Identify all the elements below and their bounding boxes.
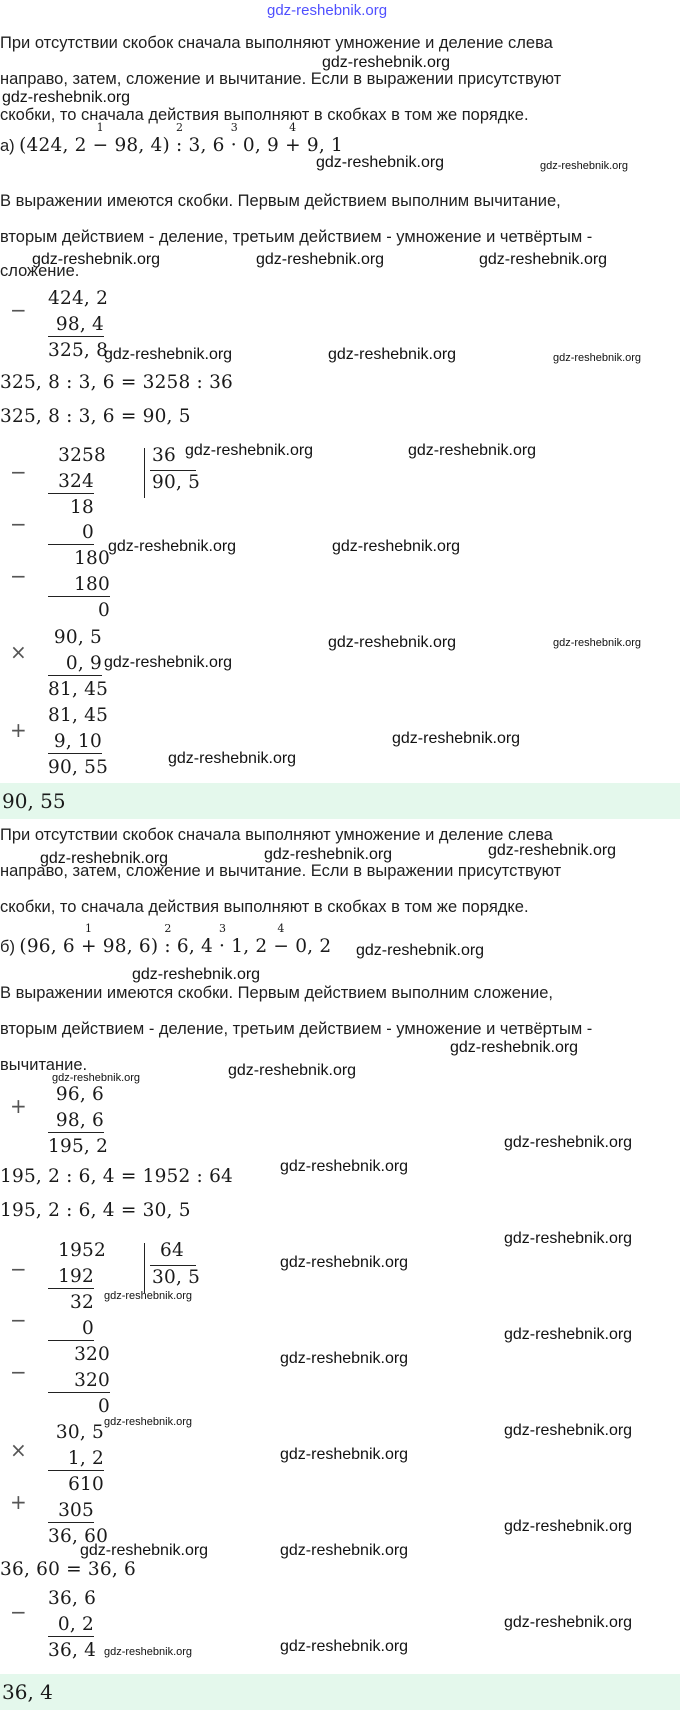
plus-sign: +	[10, 1094, 27, 1118]
expr-part: 6, 4	[170, 936, 220, 957]
watermark: gdz-reshebnik.org	[392, 730, 521, 747]
watermark: gdz-reshebnik.org	[504, 1614, 633, 1631]
expr-operator: + 4	[285, 121, 301, 156]
expr-operator: : 2	[164, 922, 172, 957]
step-number: 1	[84, 922, 93, 935]
watermark: gdz-reshebnik.org	[264, 846, 393, 863]
intro-line-2: направо, затем, сложение и вычитание. Если в выражении присутствуют	[0, 862, 562, 880]
operand-1: 96, 6	[55, 1084, 104, 1105]
answer-band	[0, 1674, 680, 1710]
watermark: gdz-reshebnik.org	[280, 1446, 409, 1463]
times-sign: ×	[10, 1438, 27, 1462]
plus-sign: +	[10, 718, 27, 742]
watermark: gdz-reshebnik.org	[408, 442, 537, 459]
expr-operator: − 1	[92, 121, 109, 156]
step-number: 1	[96, 121, 104, 134]
step-number: 2	[164, 922, 172, 935]
expr-operator: + 1	[80, 922, 97, 957]
explain-line-2: вторым действием - деление, третьим действием - умножение и четвёртым -	[0, 1020, 593, 1038]
partial-product: 305	[48, 1500, 94, 1523]
division-step: 32	[70, 1292, 94, 1313]
equation-2: 325, 8 : 3, 6 = 90, 5	[0, 406, 191, 427]
watermark: gdz-reshebnik.org	[488, 842, 617, 859]
expr-part: 98, 6)	[96, 936, 165, 957]
expr-part: 0, 9	[236, 135, 286, 156]
expr-part: 3, 6	[182, 135, 231, 156]
watermark: gdz-reshebnik.org	[450, 1039, 579, 1056]
watermark: gdz-reshebnik.org	[356, 942, 485, 959]
expr-part: (424, 2	[19, 135, 93, 156]
minus-sign: −	[10, 298, 27, 322]
watermark: gdz-reshebnik.org	[280, 1158, 409, 1175]
operand-2: 1, 2	[48, 1448, 104, 1471]
quotient: 90, 5	[152, 472, 201, 493]
minus-sign: −	[10, 512, 27, 536]
operand-2: 98, 6	[48, 1110, 104, 1133]
expr-part: 9, 1	[300, 135, 343, 156]
watermark: gdz-reshebnik.org	[104, 1416, 193, 1428]
watermark: gdz-reshebnik.org	[504, 1230, 633, 1247]
result: 195, 2	[48, 1136, 109, 1157]
watermark: gdz-reshebnik.org	[280, 1638, 409, 1655]
dividend: 1952	[58, 1240, 106, 1261]
division-step: 192	[48, 1266, 94, 1289]
expr-operator: : 2	[176, 121, 184, 156]
watermark: gdz-reshebnik.org	[228, 1062, 357, 1079]
watermark: gdz-reshebnik.org	[108, 538, 237, 555]
result: 90, 55	[48, 757, 109, 778]
watermark: gdz-reshebnik.org	[316, 154, 445, 171]
dividend: 3258	[58, 445, 106, 466]
expression-b	[0, 922, 332, 957]
step-number: 3	[230, 121, 238, 134]
explain-line-3: сложение.	[0, 262, 80, 280]
watermark: gdz-reshebnik.org	[504, 1134, 633, 1151]
operand-1: 81, 45	[48, 705, 109, 726]
answer: 36, 4	[2, 1680, 53, 1704]
equation-3: 36, 60 = 36, 6	[0, 1559, 136, 1580]
expr-operator: − 4	[273, 922, 290, 957]
minus-sign: −	[10, 1308, 27, 1332]
intro-line-2: направо, затем, сложение и вычитание. Если в выражении присутствуют	[0, 70, 562, 88]
expression-a	[0, 121, 343, 156]
times-sign: ×	[10, 640, 27, 664]
minus-sign: −	[10, 564, 27, 588]
result: 36, 60	[48, 1526, 109, 1547]
expr-part: 0, 2	[289, 936, 332, 957]
expression-label: а)	[0, 137, 15, 155]
division-step: 324	[48, 471, 94, 494]
minus-sign: −	[10, 1257, 27, 1281]
watermark: gdz-reshebnik.org	[256, 251, 385, 268]
watermark: gdz-reshebnik.org	[132, 966, 261, 983]
equation-2: 195, 2 : 6, 4 = 30, 5	[0, 1200, 191, 1221]
intro-line-3: скобки, то сначала действия выполняют в скобках в том же порядке.	[0, 106, 529, 124]
watermark: gdz-reshebnik.org	[553, 637, 642, 649]
watermark: gdz-reshebnik.org	[280, 1350, 409, 1367]
operand-2: 98, 4	[48, 314, 104, 337]
watermark: gdz-reshebnik.org	[553, 352, 642, 364]
division-step: 0	[98, 600, 110, 621]
watermark: gdz-reshebnik.org	[80, 1542, 209, 1559]
watermark: gdz-reshebnik.org	[322, 54, 451, 71]
step-number: 3	[219, 922, 227, 935]
watermark: gdz-reshebnik.org	[504, 1326, 633, 1343]
watermark: gdz-reshebnik.org	[328, 346, 457, 363]
operand-2: 0, 2	[48, 1614, 94, 1637]
watermark: gdz-reshebnik.org	[332, 538, 461, 555]
division-step: 0	[98, 1396, 110, 1417]
expr-part: (96, 6	[19, 936, 81, 957]
minus-sign: −	[10, 1360, 27, 1384]
division-step: 0	[48, 1318, 94, 1341]
watermark: gdz-reshebnik.org	[504, 1518, 633, 1535]
watermark: gdz-reshebnik.org	[40, 850, 169, 867]
division-step: 320	[74, 1344, 110, 1365]
division-step: 320	[48, 1370, 110, 1393]
watermark: gdz-reshebnik.org	[104, 1290, 193, 1302]
intro-line-3: скобки, то сначала действия выполняют в скобках в том же порядке.	[0, 898, 529, 916]
step-number: 2	[176, 121, 184, 134]
explain-line-1: В выражении имеются скобки. Первым действием выполним сложение,	[0, 984, 553, 1002]
operand-2: 9, 10	[48, 731, 102, 754]
expr-part: 98, 4)	[108, 135, 177, 156]
watermark: gdz-reshebnik.org	[104, 346, 233, 363]
divisor: 36	[152, 445, 176, 466]
plus-sign: +	[10, 1490, 27, 1514]
answer: 90, 55	[2, 789, 66, 813]
watermark: gdz-reshebnik.org	[32, 251, 161, 268]
watermark: gdz-reshebnik.org	[280, 1254, 409, 1271]
watermark: gdz-reshebnik.org	[2, 89, 131, 106]
watermark: gdz-reshebnik.org	[328, 634, 457, 651]
minus-sign: −	[10, 460, 27, 484]
equation-1: 195, 2 : 6, 4 = 1952 : 64	[0, 1166, 234, 1187]
operand-1: 36, 6	[48, 1588, 97, 1609]
watermark: gdz-reshebnik.org	[104, 654, 233, 671]
watermark: gdz-reshebnik.org	[540, 160, 629, 172]
site-header[interactable]: gdz-reshebnik.org	[267, 2, 388, 19]
watermark: gdz-reshebnik.org	[185, 442, 314, 459]
expr-operator: · 3	[230, 121, 238, 156]
step-number: 4	[277, 922, 285, 935]
operand-1: 424, 2	[48, 288, 109, 309]
operand-2: 0, 9	[48, 653, 102, 676]
quotient: 30, 5	[152, 1267, 201, 1288]
operand-1: 30, 5	[55, 1422, 104, 1443]
division-step: 180	[48, 574, 110, 597]
watermark: gdz-reshebnik.org	[104, 1646, 193, 1658]
intro-line-1: При отсутствии скобок сначала выполняют умножение и деление слева	[0, 826, 553, 844]
watermark: gdz-reshebnik.org	[280, 1542, 409, 1559]
equation-1: 325, 8 : 3, 6 = 3258 : 36	[0, 372, 234, 393]
partial-product: 610	[68, 1474, 104, 1495]
explain-line-3: вычитание.	[0, 1056, 88, 1074]
division-step: 18	[70, 497, 94, 518]
division-step: 180	[74, 548, 110, 569]
explain-line-1: В выражении имеются скобки. Первым действием выполним вычитание,	[0, 192, 561, 210]
division-step: 0	[48, 522, 94, 545]
watermark: gdz-reshebnik.org	[168, 750, 297, 767]
watermark: gdz-reshebnik.org	[479, 251, 608, 268]
expr-operator: · 3	[219, 922, 227, 957]
explain-line-2: вторым действием - деление, третьим действием - умножение и четвёртым -	[0, 228, 593, 246]
operand-1: 90, 5	[53, 627, 102, 648]
watermark: gdz-reshebnik.org	[52, 1072, 141, 1084]
result: 325, 8	[48, 340, 109, 361]
minus-sign: −	[10, 1600, 27, 1624]
divisor: 64	[160, 1240, 184, 1261]
result: 36, 4	[48, 1640, 97, 1661]
step-number: 4	[289, 121, 297, 134]
intro-line-1: При отсутствии скобок сначала выполняют умножение и деление слева	[0, 34, 553, 52]
expression-label: б)	[0, 938, 15, 956]
watermark: gdz-reshebnik.org	[504, 1422, 633, 1439]
answer-band	[0, 783, 680, 819]
expr-part: 1, 2	[225, 936, 274, 957]
result: 81, 45	[48, 679, 109, 700]
